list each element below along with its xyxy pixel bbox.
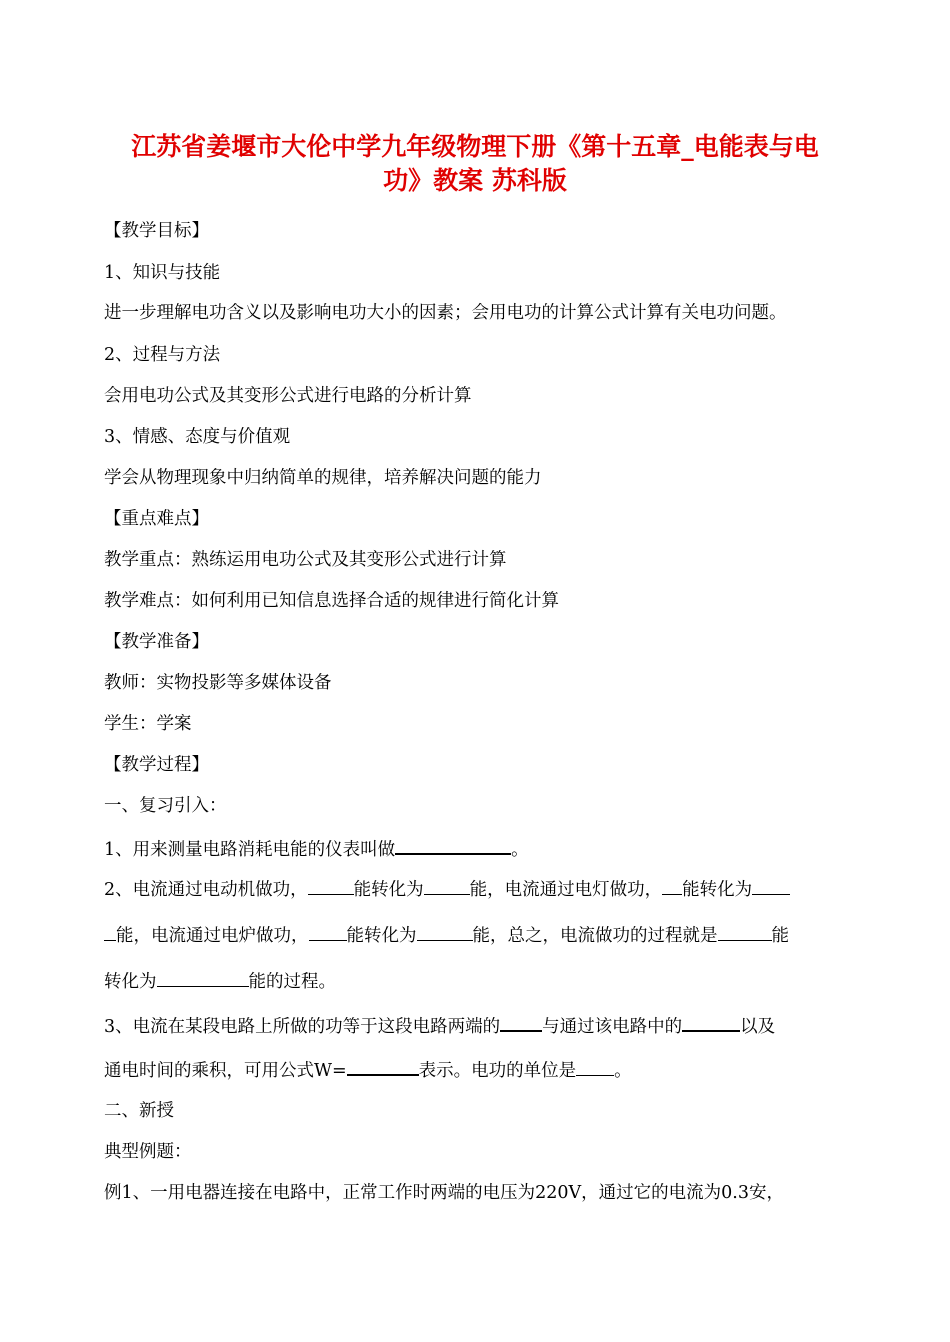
review-section-title: 一、复习引入：	[104, 796, 227, 816]
example-1: 例1、一用电器连接在电路中，正常工作时两端的电压为220V，通过它的电流为0.3安，	[104, 1183, 785, 1203]
answer-blank[interactable]	[417, 922, 473, 941]
document-title-line2: 功》教案 苏科版	[383, 166, 567, 195]
teacher-preparation: 教师：实物投影等多媒体设备	[104, 673, 332, 693]
answer-blank[interactable]	[395, 835, 511, 855]
answer-blank[interactable]	[718, 922, 772, 941]
question-2-line-2: 能，电流通过电炉做功， 能转化为 能，总之，电流做功的过程就是 能	[104, 922, 789, 948]
answer-blank[interactable]	[157, 968, 249, 987]
student-preparation: 学生：学案	[104, 714, 192, 734]
question-1-text: 1、用来测量电路消耗电能的仪表叫做	[104, 840, 396, 860]
process-method-text: 会用电功公式及其变形公式进行电路的分析计算	[104, 386, 472, 406]
new-lesson-title: 二、新授	[104, 1101, 174, 1121]
teaching-key-point: 教学重点：熟练运用电功公式及其变形公式进行计算	[104, 550, 507, 570]
knowledge-skills-text: 进一步理解电功含义以及影响电功大小的因素；会用电功的计算公式计算有关电功问题。	[104, 303, 787, 323]
question-3-line-1: 3、电流在某段电路上所做的功等于这段电路两端的 与通过该电路中的 以及	[104, 1012, 775, 1039]
answer-blank[interactable]	[682, 1012, 740, 1032]
answer-blank[interactable]	[104, 922, 116, 941]
answer-blank[interactable]	[500, 1012, 542, 1032]
teaching-difficulty: 教学难点：如何利用已知信息选择合适的规律进行简化计算	[104, 591, 559, 611]
key-points-heading: 【重点难点】	[104, 509, 209, 529]
answer-blank[interactable]	[662, 876, 682, 895]
process-method-title: 2、过程与方法	[104, 345, 221, 365]
emotion-attitude-text: 学会从物理现象中归纳简单的规律，培养解决问题的能力	[104, 468, 542, 488]
typical-examples-title: 典型例题：	[104, 1142, 192, 1162]
answer-blank[interactable]	[424, 876, 470, 895]
answer-blank[interactable]	[576, 1057, 614, 1076]
answer-blank[interactable]	[752, 876, 790, 895]
answer-blank[interactable]	[347, 1056, 419, 1076]
question-1: 1、用来测量电路消耗电能的仪表叫做 。	[104, 835, 529, 862]
question-2-line-1: 2、电流通过电动机做功， 能转化为 能，电流通过电灯做功， 能转化为	[104, 876, 790, 902]
objectives-heading: 【教学目标】	[104, 221, 209, 241]
question-3-line-2: 通电时间的乘积，可用公式W= 表示。电功的单位是 。	[104, 1056, 632, 1083]
answer-blank[interactable]	[308, 876, 354, 895]
question-2-line-3: 转化为 能的过程。	[104, 968, 336, 994]
answer-blank[interactable]	[309, 922, 347, 941]
process-heading: 【教学过程】	[104, 755, 209, 775]
document-title-line1: 江苏省姜堰市大伦中学九年级物理下册《第十五章_电能表与电	[131, 132, 819, 161]
preparation-heading: 【教学准备】	[104, 632, 209, 652]
emotion-attitude-title: 3、情感、态度与价值观	[104, 427, 291, 447]
knowledge-skills-title: 1、知识与技能	[104, 263, 221, 283]
